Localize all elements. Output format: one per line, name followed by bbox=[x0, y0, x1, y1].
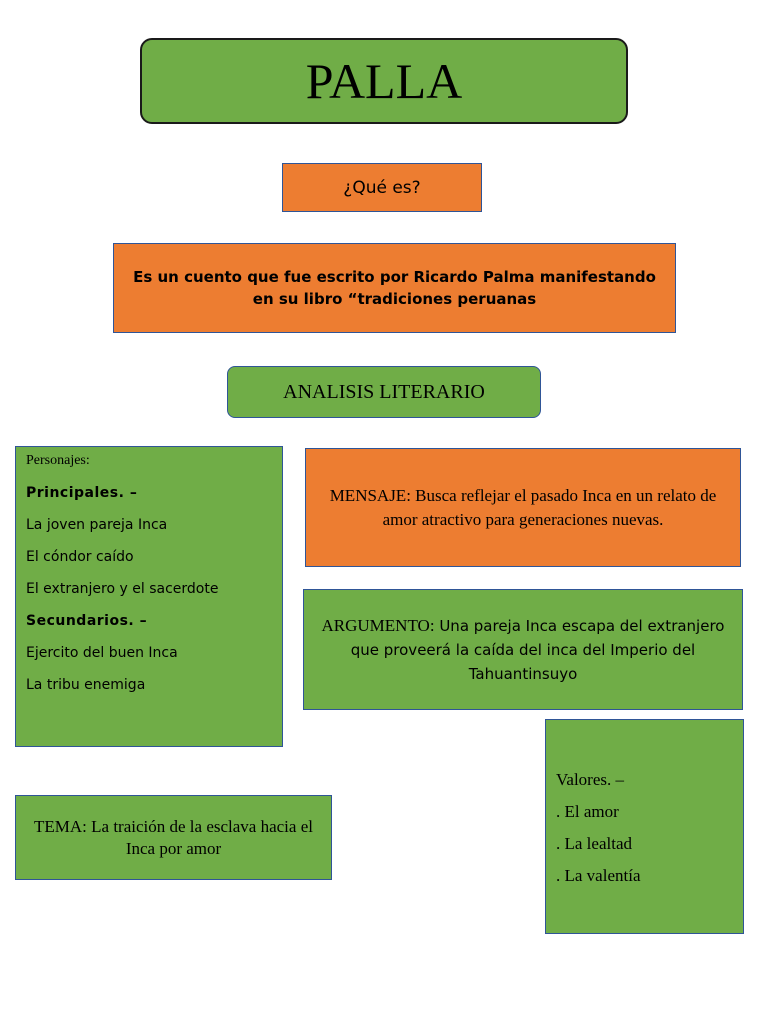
title-text: PALLA bbox=[305, 53, 463, 109]
tema-text: La traición de la esclava hacia el Inca por amor bbox=[91, 816, 313, 858]
personaje-item: El extranjero y el sacerdote bbox=[26, 581, 219, 597]
mensaje-text: Busca reflejar el pasado Inca en un relato de amor atractivo para generaciones nuevas. bbox=[382, 485, 717, 529]
personaje-item: La joven pareja Inca bbox=[26, 517, 168, 533]
tema-box bbox=[15, 795, 332, 880]
personaje-item: El cóndor caído bbox=[26, 549, 134, 565]
valor-item: . La valentía bbox=[556, 866, 641, 885]
tema-label: TEMA: bbox=[34, 816, 87, 836]
valor-item: . El amor bbox=[556, 802, 619, 821]
principales-label: Principales. – bbox=[26, 485, 138, 501]
valores-heading: Valores. – bbox=[556, 770, 624, 789]
analisis-literario-text: ANALISIS LITERARIO bbox=[283, 380, 485, 403]
tema-content bbox=[26, 816, 321, 860]
personaje-item: Ejercito del buen Inca bbox=[26, 645, 178, 661]
argumento-box bbox=[303, 589, 743, 710]
argumento-label: ARGUMENTO: bbox=[321, 615, 435, 635]
argumento-content bbox=[312, 614, 734, 686]
analisis-literario-box bbox=[227, 366, 541, 418]
que-es-text: ¿Qué es? bbox=[343, 177, 421, 198]
mensaje-box bbox=[305, 448, 741, 567]
mensaje-label: MENSAJE: bbox=[329, 485, 411, 505]
personajes-box bbox=[15, 446, 283, 747]
personaje-item: La tribu enemiga bbox=[26, 677, 146, 693]
valor-item: . La lealtad bbox=[556, 834, 632, 853]
secundarios-label: Secundarios. – bbox=[26, 613, 148, 629]
definicion-text: Es un cuento que fue escrito por Ricardo Palma manifestando en su libro “tradiciones peruanas bbox=[133, 268, 656, 308]
personajes-heading: Personajes: bbox=[26, 453, 90, 468]
que-es-box bbox=[282, 163, 482, 212]
title-box bbox=[140, 38, 628, 124]
valores-box bbox=[545, 719, 744, 934]
argumento-text: Una pareja Inca escapa del extranjero que proveerá la caída del inca del Imperio del Tahuantinsuyo bbox=[350, 616, 725, 683]
mensaje-content bbox=[316, 484, 730, 532]
definicion-box bbox=[113, 243, 676, 333]
